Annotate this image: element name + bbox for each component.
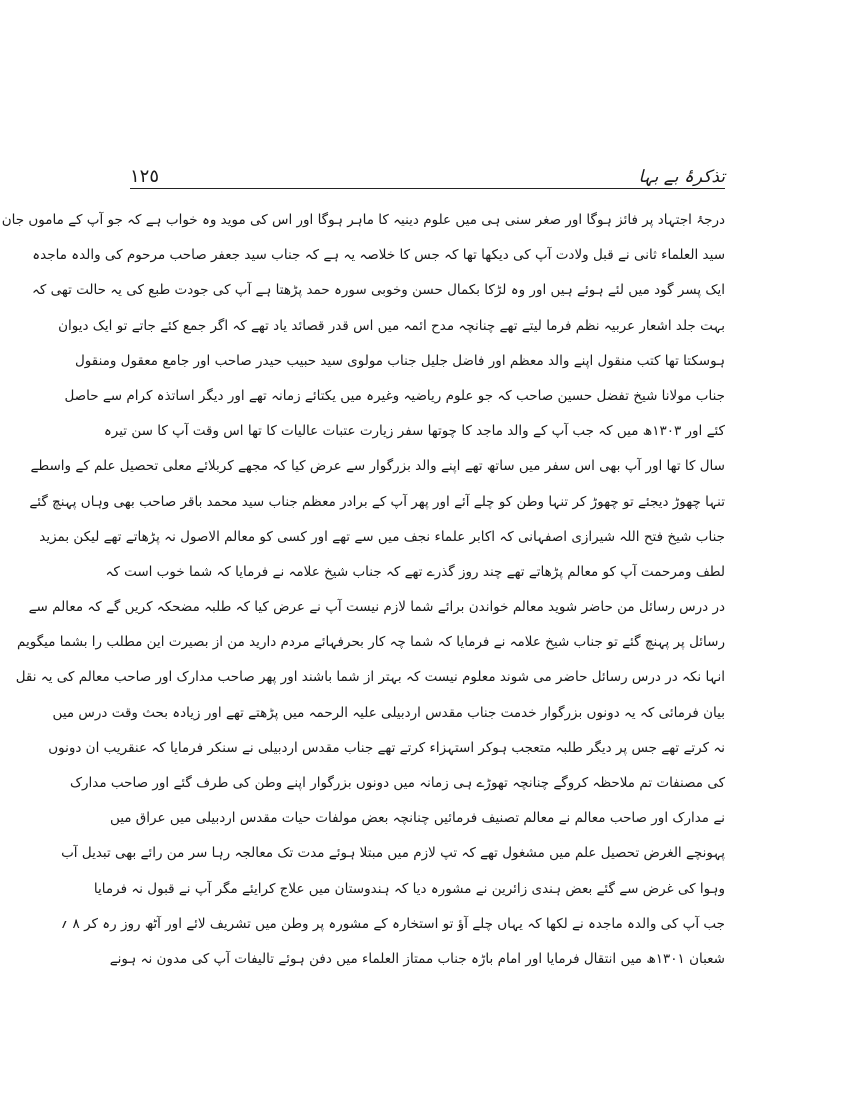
text-line: جب آپ کی والدہ ماجدہ نے لکھا کہ یہاں چلے آؤ تو استخارہ کے مشورہ پر وطن میں تشریف لائے اور آٹھ روز رہ کر ۸ ؍ (60, 915, 725, 932)
page-number: ١٢٥ (130, 166, 160, 187)
page-header (130, 163, 725, 187)
text-line: بہت جلد اشعار عربیہ نظم فرما لیتے تھے چنانچہ مدح ائمہ میں اس قدر قصائد یاد تھے کہ اگر جمع کئے جاتے تو ایک دیوان (58, 317, 725, 334)
text-line: کئے اور ۱۳۰۳ھ میں کہ جب آپ کے والد ماجد کا چوتھا سفر زیارت عتبات عالیات کا تھا اس وقت آپ کا سن تیرہ (103, 423, 725, 440)
text-line: ایک پسر گود میں لئے ہوئے ہیں اور وہ لڑکا بکمال حسن وخوبی سورہ حمد پڑھتا ہے آپ کی جودت طبع کی یہ حالت تھی کہ (31, 282, 725, 299)
text-line: جناب مولانا شیخ تفضل حسین صاحب کہ جو علوم ریاضیہ وغیرہ میں یکتائے زمانہ تھے اور دیگر اساتذہ کرام سے حاصل (64, 387, 725, 404)
text-line: شعبان ۱۳۰۱ھ میں انتقال فرمایا اور امام باڑہ جناب ممتاز العلماء میں دفن ہوئے تالیفات آپ کی مدون نہ ہونے (109, 950, 725, 967)
running-title: تذکرۂ بے بہا (638, 167, 725, 187)
text-line: ہوسکتا تھا کتب منقول اپنے والد معظم اور فاضل جلیل جناب مولوی سید حبیب حیدر صاحب اور جامع معقول ومنقول (74, 352, 725, 369)
text-line: در درس رسائل من حاضر شوید معالم خواندن برائے شما لازم نیست آپ نے عرض کیا کہ طلبہ مضحکہ کریں گے کہ معالم سے (28, 599, 725, 616)
body-text (1, 203, 725, 977)
text-line: جناب شیخ فتح اللہ شیرازی اصفہانی کہ اکابر علماء نجف میں سے تھے اور کسی کو معالم الاصول نہ پڑھاتے تھے لیکن بمزید (39, 528, 725, 545)
text-line: درجۂ اجتہاد پر فائز ہوگا اور صغر سنی ہی میں علوم دینیہ کا ماہر ہوگا اور اس کی موید وہ خواب ہے کہ جو آپ کے ماموں جان (1, 212, 725, 228)
text-line: بیان فرمائی کہ یہ دونوں بزرگوار خدمت جناب مقدس اردبیلی علیہ الرحمہ میں پڑھتے تھے اور زیادہ بحث وقت درس میں (52, 704, 725, 721)
text-line: رسائل پر پہنچ گئے تو جناب شیخ علامہ نے فرمایا کہ شما چہ کار بحرفہائے مردم دارید من از بصیرت این مطلب را بشما میگویم (17, 634, 725, 651)
text-line: سید العلماء ثانی نے قبل ولادت آپ کی دیکھا تھا کہ جس کا خلاصہ یہ ہے کہ جناب سید جعفر صاحب مرحوم کی والدہ ماجدہ (32, 247, 725, 264)
text-line: انہا نکہ در درس رسائل حاضر می شوند معلوم نیست کہ بہتر از شما باشند اور پھر صاحب مدارک اور صاحب معالم کی یہ نقل (15, 669, 725, 686)
text-line: وہوا کی غرض سے گئے بعض ہندی زائرین نے مشورہ دیا کہ ہندوستان میں علاج کرایئے مگر آپ نے قبول نہ فرمایا (93, 880, 725, 897)
text-line: نہ کرتے تھے جس پر دیگر طلبہ متعجب ہوکر استہزاء کرتے تھے جناب مقدس اردبیلی نے سنکر فرمایا کہ عنقریب ان دونوں (48, 739, 725, 756)
header-divider (130, 188, 725, 189)
text-line: نے مدارک اور صاحب معالم نے معالم تصنیف فرمائیں چنانچہ بعض مولفات حیات مقدس اردبیلی میں عراق میں (109, 810, 725, 827)
text-line: لطف ومرحمت آپ کو معالم پڑھاتے تھے چند روز گذرے تھے کہ جناب شیخ علامہ نے فرمایا کہ شما خوب است کہ (105, 563, 725, 580)
text-line: تنہا چھوڑ دیجئے تو چھوڑ کر تنہا وطن کو چلے آئے اور پھر آپ کے برادر معظم جناب سید محمد باقر صاحب بھی وہاں پہنچ گئے (29, 493, 725, 510)
text-line: سال کا تھا اور آپ بھی اس سفر میں ساتھ تھے اپنے والد بزرگوار سے عرض کیا کہ مجھے کربلائے معلی تحصیل علم کے واسطے (30, 458, 725, 475)
text-line: کی مصنفات تم ملاحظہ کروگے چنانچہ تھوڑے ہی زمانہ میں دونوں بزرگوار اپنے وطن کی طرف گئے اور صاحب مدارک (69, 775, 725, 791)
text-line: پہونچے الغرض تحصیل علم میں مشغول تھے کہ تپ لازم میں مبتلا ہوئے مدت تک معالجہ رہا سر من رائے بھی تبدیل آب (61, 845, 725, 862)
